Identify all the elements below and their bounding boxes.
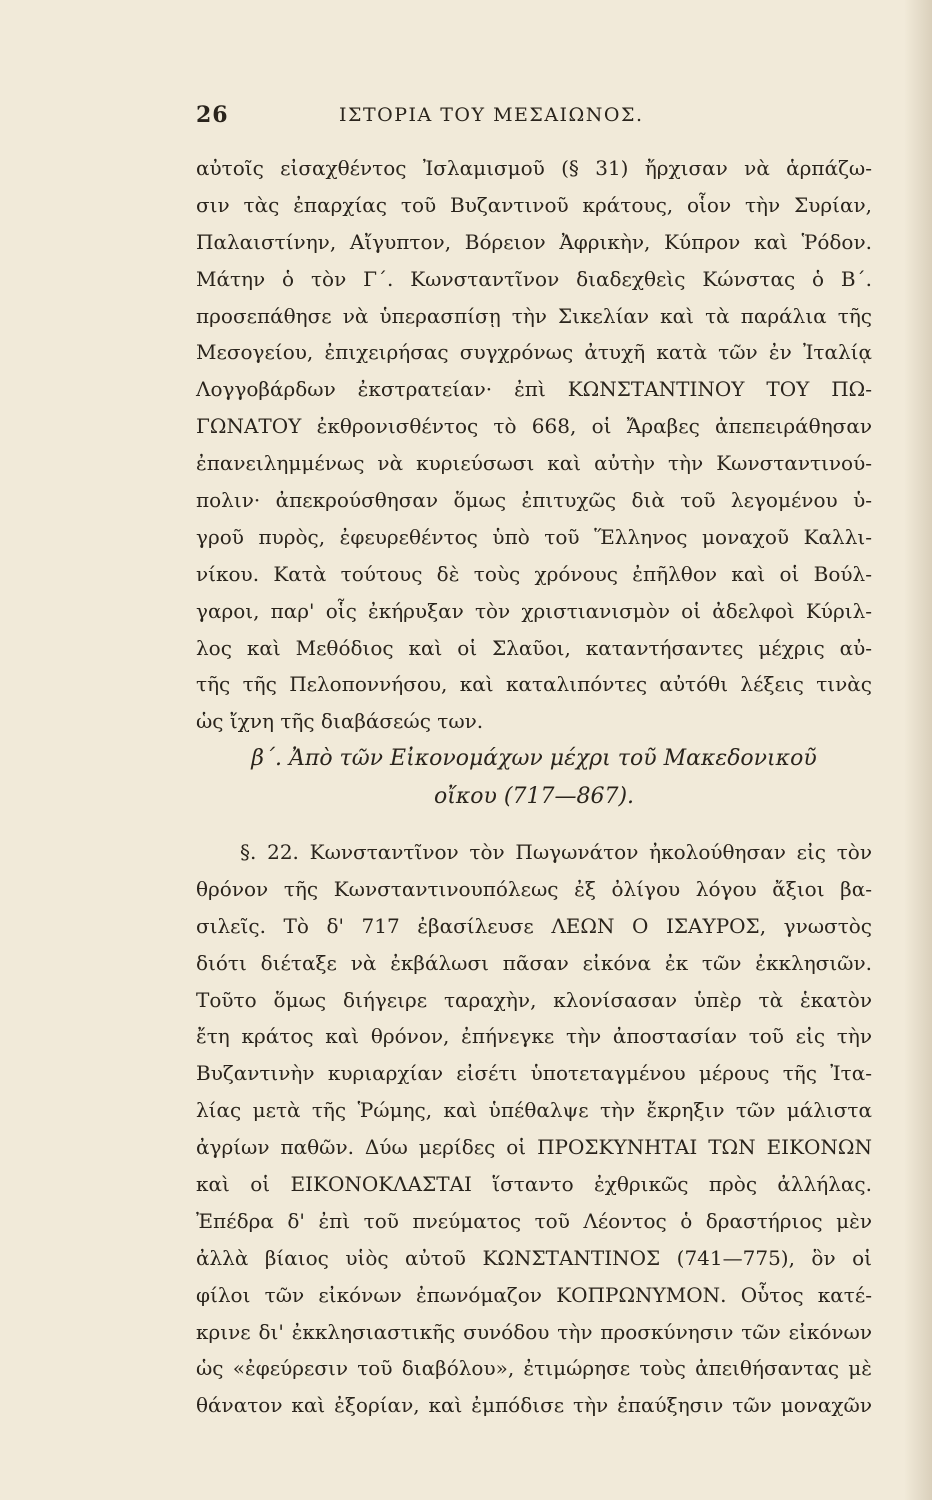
text-line: Ἐπέδρα δ' ἐπὶ τοῦ πνεύματος τοῦ Λέοντος ὁ δραστήριος μὲν	[196, 1208, 872, 1233]
text-line: κρινε δι' ἐκκλησιαστικῆς συνόδου τὴν προσκύνησιν τῶν εἰκόνων	[196, 1319, 872, 1344]
running-head	[196, 102, 716, 134]
text-line: ὡς ἴχνη τῆς διαβάσεώς των.	[196, 709, 484, 734]
text-line: ὡς «ἐφεύρεσιν τοῦ διαβόλου», ἐτιμώρησε τοὺς ἀπειθήσαντας μὲ	[196, 1356, 872, 1381]
page-number: 26	[196, 102, 229, 128]
text-line: θρόνον τῆς Κωνσταντινουπόλεως ἐξ ὀλίγου λόγου ἄξιοι βα-	[196, 876, 872, 901]
text-line: σιν τὰς ἐπαρχίας τοῦ Βυζαντινοῦ κράτους, οἷον τὴν Συρίαν,	[196, 192, 872, 217]
text-line: ἀγρίων παθῶν. Δύω μερίδες οἱ ΠΡΟΣΚΥΝΗΤΑΙ ΤΩΝ ΕΙΚΟΝΩΝ	[196, 1135, 872, 1160]
text-line: γροῦ πυρὸς, ἐφευρεθέντος ὑπὸ τοῦ Ἕλληνος μοναχοῦ Καλλι-	[196, 524, 872, 549]
text-line: λίας μετὰ τῆς Ῥώμης, καὶ ὑπέθαλψε τὴν ἔκρηξιν τῶν μάλιστα	[196, 1098, 872, 1123]
text-line: αὐτοῖς εἰσαχθέντος Ἰσλαμισμοῦ (§ 31) ἤρχισαν νὰ ἁρπάζω-	[196, 156, 872, 180]
subheading-line-1: β΄. Ἀπὸ τῶν Εἰκονομάχων μέχρι τοῦ Μακεδονικοῦ	[251, 746, 817, 771]
text-line: §. 22. Κωνσταντῖνον τὸν Πωγωνάτον ἠκολούθησαν εἰς τὸν	[240, 840, 872, 864]
text-line: σιλεῖς. Τὸ δ' 717 ἐβασίλευσε ΛΕΩΝ Ο ΙΣΑΥΡΟΣ, γνωστὸς	[196, 913, 872, 938]
section-2-text	[196, 834, 872, 1424]
text-line: λος καὶ Μεθόδιος καὶ οἱ Σλαῦοι, καταντήσαντες μέχρις αὐ-	[196, 635, 872, 660]
text-line: τῆς τῆς Πελοποννήσου, καὶ καταλιπόντες αὐτόθι λέξεις τινὰς	[196, 672, 872, 697]
text-line: Λογγοβάρδων ἐκστρατείαν· ἐπὶ ΚΩΝΣΤΑΝΤΙΝΟΥ ΤΟΥ ΠΩ-	[196, 377, 872, 402]
subheading-line-2: οἴκου (717—867).	[433, 784, 635, 809]
text-line: Τοῦτο ὅμως διήγειρε ταραχὴν, κλονίσασαν ὑπὲρ τὰ ἑκατὸν	[196, 987, 872, 1012]
page-edge-shadow	[904, 0, 932, 1500]
text-line: νίκου. Κατὰ τούτους δὲ τοὺς χρόνους ἐπῆλθον καὶ οἱ Βούλ-	[196, 561, 872, 586]
text-line: καὶ οἱ ΕΙΚΟΝΟΚΛΑΣΤΑΙ ἵσταντο ἐχθρικῶς πρὸς ἀλλήλας.	[196, 1172, 872, 1197]
text-line: φίλοι τῶν εἰκόνων ἐπωνόμαζον ΚΟΠΡΩΝΥΜΟΝ. Οὗτος κατέ-	[196, 1282, 872, 1307]
text-line: διότι διέταξε νὰ ἐκβάλωσι πᾶσαν εἰκόνα ἐκ τῶν ἐκκλησιῶν.	[196, 950, 872, 975]
text-line: ἀλλὰ βίαιος υἱὸς αὐτοῦ ΚΩΝΣΤΑΝΤΙΝΟΣ (741—775), ὃν οἱ	[196, 1245, 872, 1270]
text-line: ΓΩΝΑΤΟΥ ἐκθρονισθέντος τὸ 668, οἱ Ἄραβες ἀπεπειράθησαν	[196, 414, 872, 439]
text-line: Μάτην ὁ τὸν Γ΄. Κωνσταντῖνον διαδεχθεὶς Κώνστας ὁ Β΄.	[196, 266, 872, 291]
text-line: θάνατον καὶ ἐξορίαν, καὶ ἐμπόδισε τὴν ἐπαύξησιν τῶν μοναχῶν	[196, 1393, 872, 1418]
text-line: ἐπανειλημμένως νὰ κυριεύσωσι καὶ αὐτὴν τὴν Κωνσταντινού-	[196, 451, 872, 476]
text-line: γαροι, παρ' οἷς ἐκήρυξαν τὸν χριστιανισμὸν οἱ ἀδελφοὶ Κύριλ-	[196, 598, 872, 623]
running-head-title: ΙΣΤΟΡΙΑ ΤΟΥ ΜΕΣΑΙΩΝΟΣ.	[339, 104, 644, 126]
text-line: πολιν· ἀπεκρούσθησαν ὅμως ἐπιτυχῶς διὰ τοῦ λεγομένου ὑ-	[196, 488, 872, 513]
text-line: Μεσογείου, ἐπιχειρήσας συγχρόνως ἀτυχῆ κατὰ τῶν ἐν Ἰταλίᾳ	[196, 340, 872, 365]
text-line: ἔτη κράτος καὶ θρόνον, ἐπήνεγκε τὴν ἀποστασίαν τοῦ εἰς τὴν	[196, 1024, 872, 1049]
section-1-text	[196, 150, 872, 740]
text-line: Βυζαντινὴν κυριαρχίαν εἰσέτι ὑποτεταγμένου μέρους τῆς Ἰτα-	[196, 1061, 872, 1086]
text-line: προσεπάθησε νὰ ὑπερασπίσῃ τὴν Σικελίαν καὶ τὰ παράλια τῆς	[196, 303, 872, 328]
text-line: Παλαιστίνην, Αἴγυπτον, Βόρειον Ἀφρικὴν, Κύπρον καὶ Ῥόδον.	[196, 229, 872, 254]
